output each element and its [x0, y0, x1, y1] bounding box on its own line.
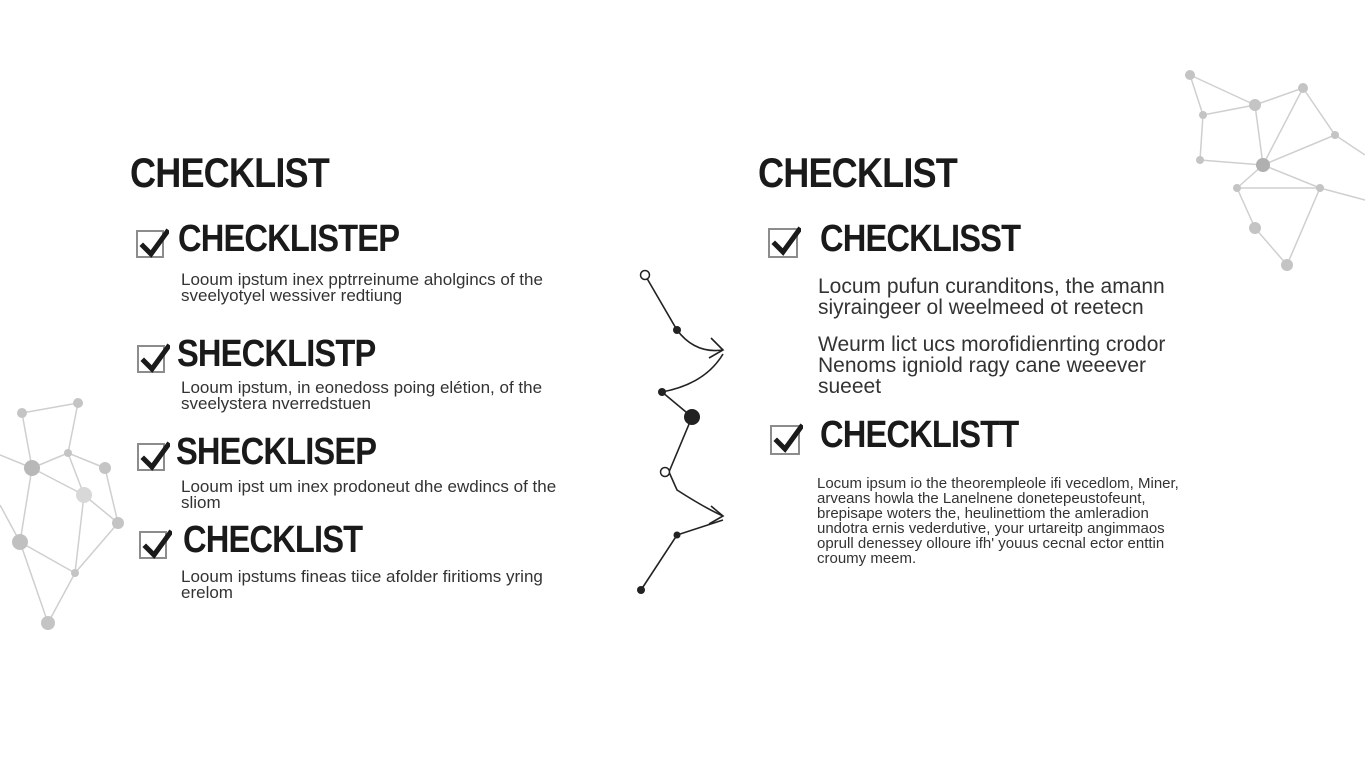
- right-item-2: [770, 415, 1051, 455]
- left-item-description: [181, 569, 543, 601]
- desc-line: Loоum ipstum, in eonedoss poing elétion, of the: [181, 378, 543, 397]
- left-item-title: SHECKLISTP: [177, 333, 376, 375]
- left-item-description: [181, 272, 543, 304]
- check-icon: [140, 339, 170, 373]
- right-item-description: [817, 476, 1179, 566]
- checkbox[interactable]: [137, 345, 165, 373]
- desc-line: siyraingeer ol weelmeed ot reetecn: [818, 296, 1144, 319]
- desc-line: Locum ipsum io the theorempleole ifi vecedlom, Miner,: [817, 475, 1179, 492]
- checkbox[interactable]: [768, 228, 798, 258]
- desc-line: croumy meem.: [817, 550, 917, 567]
- desc-line: Nenoms igniold ragy cane weeever: [818, 354, 1147, 377]
- right-item-description: [818, 276, 1165, 318]
- desc-line: erelom: [181, 583, 233, 602]
- desc-line: sliom: [181, 493, 221, 512]
- right-item-title: CHECKLISTT: [820, 414, 1019, 456]
- desc-line: brepisape woters the, heulinettiom the amleradion: [817, 505, 1149, 522]
- left-item-1: [136, 220, 435, 258]
- desc-line: Locum pufun curanditons, the amann: [818, 275, 1165, 298]
- left-item-3: [137, 433, 409, 471]
- desc-line: sueeet: [818, 375, 882, 398]
- right-item-title: CHECKLISST: [820, 218, 1021, 260]
- left-item-title: SHECKLISEP: [176, 431, 377, 473]
- check-icon: [773, 419, 803, 453]
- zigzag-connector: [625, 262, 740, 602]
- desc-line: Loоum ipstums fineas tiice afolder firitioms yring: [181, 567, 543, 586]
- left-item-description: [181, 380, 542, 412]
- left-column-title: CHECKLIST: [130, 149, 329, 196]
- network-decoration-top-right: [1175, 60, 1365, 280]
- desc-line: sveelystera nverredstuen: [181, 394, 371, 413]
- checkbox[interactable]: [136, 230, 164, 258]
- check-icon: [771, 222, 801, 256]
- checkbox[interactable]: [139, 531, 167, 559]
- network-decoration-bottom-left: [0, 395, 130, 640]
- checkbox[interactable]: [770, 425, 800, 455]
- right-item-description: [818, 334, 1165, 397]
- checkbox[interactable]: [137, 443, 165, 471]
- desc-line: oprull denessey olloure ifh' youus cecnal ector enttin: [817, 535, 1165, 552]
- desc-line: sveelyotyel wessiver redtiung: [181, 286, 403, 305]
- left-item-2: [137, 335, 408, 373]
- right-column-title: CHECKLIST: [758, 149, 957, 196]
- left-item-description: [181, 479, 556, 511]
- check-icon: [142, 525, 172, 559]
- desc-line: Weurm lict ucs morofidienrting crodor: [818, 333, 1166, 356]
- left-item-title: CHECKLIST: [183, 519, 363, 561]
- desc-line: arveans howla the Lanelnene donetepeustofeunt,: [817, 490, 1146, 507]
- left-item-title: CHECKLISTEP: [178, 218, 400, 260]
- right-item-1: [768, 220, 1053, 258]
- left-item-4: [139, 521, 391, 559]
- desc-line: Loоum ipstum inex pptrreinume aholgincs of the: [181, 270, 543, 289]
- check-icon: [140, 437, 170, 471]
- desc-line: undotra ernis vederdutive, your urtareitp angimmaos: [817, 520, 1165, 537]
- desc-line: Loоum ipst um inex prodoneut dhe ewdincs of the: [181, 477, 557, 496]
- check-icon: [139, 224, 169, 258]
